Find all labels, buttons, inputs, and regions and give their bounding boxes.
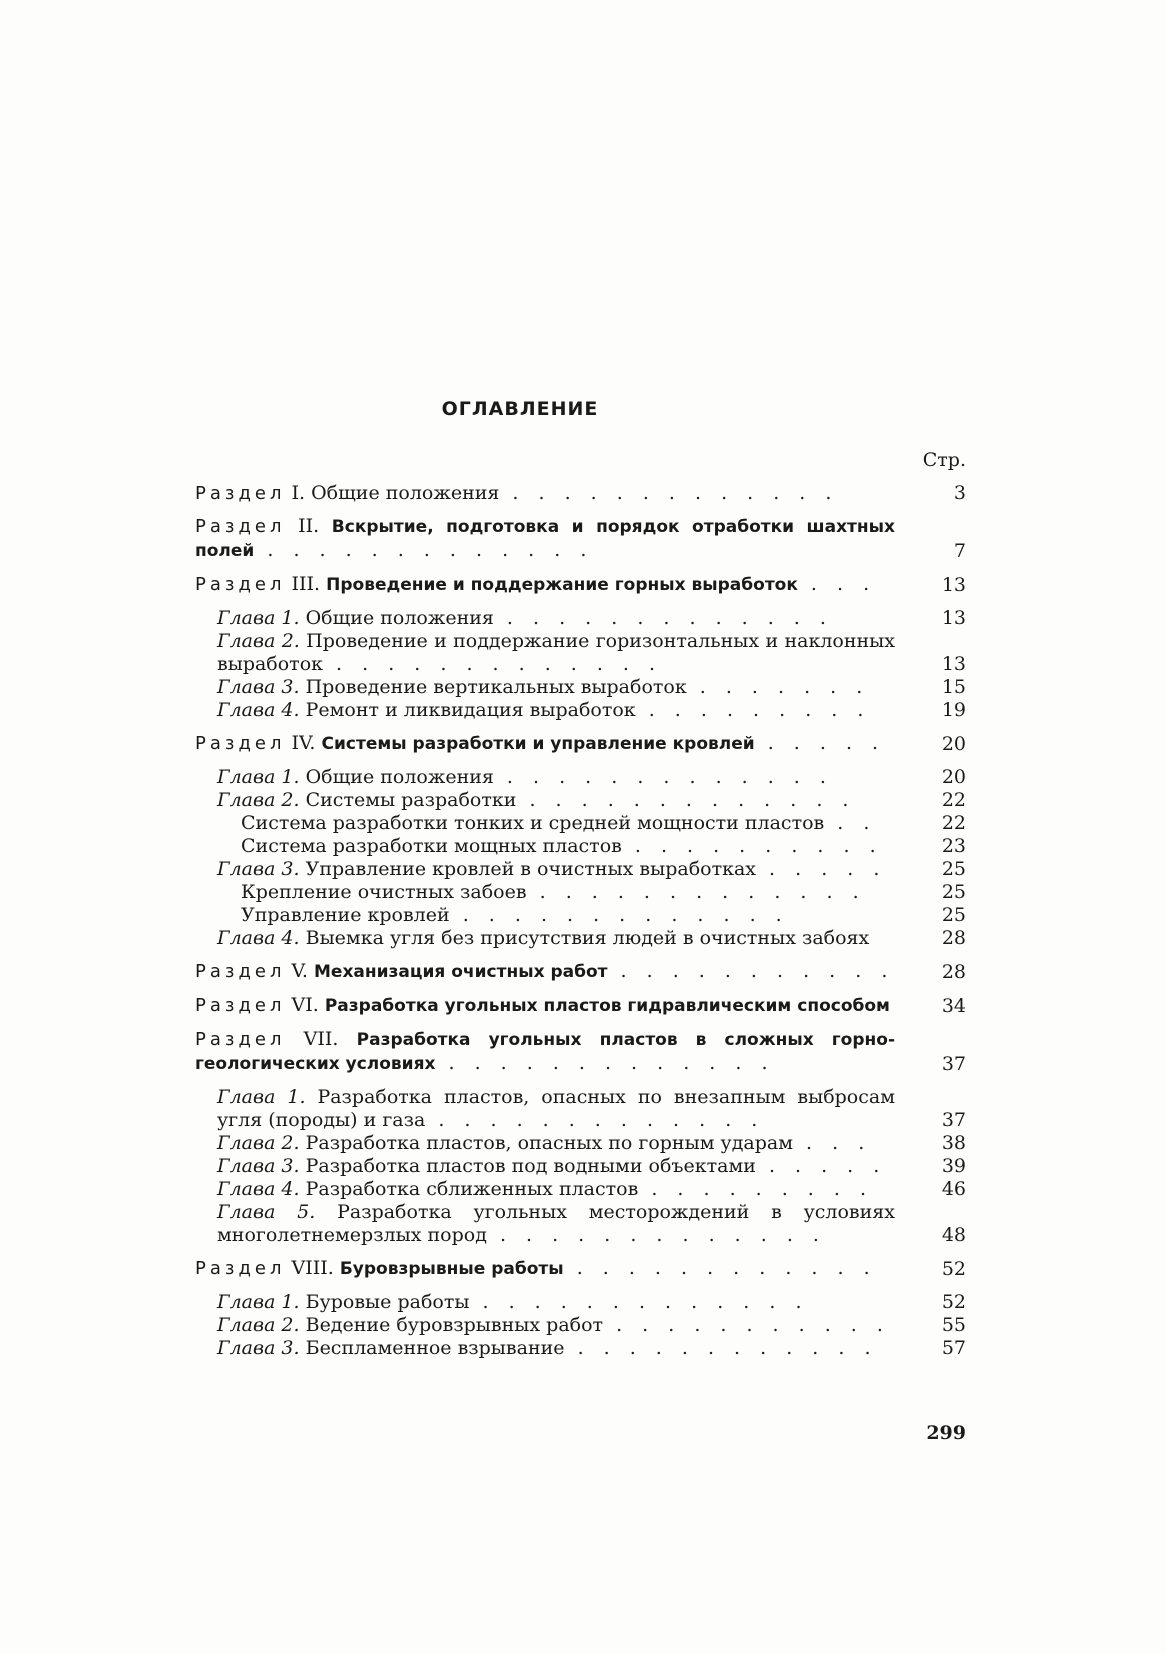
chapter-label: Глава 3. [217,1155,300,1177]
toc-entry-text [195,1028,895,1076]
page-column-header: Стр. [922,449,966,471]
chapter-title: Общие положения [299,607,494,629]
section-title: Механизация очистных работ [314,962,608,982]
chapter-label: Глава 3. [217,1337,300,1359]
chapter-title: Выемка угля без присутствия людей в очистных забоях [299,927,870,949]
section-prefix: Раздел [195,574,286,595]
chapter-label: Глава 1. [217,1291,300,1313]
chapter-label: Глава 2. [217,1314,300,1336]
toc-entry-text [195,732,895,756]
toc-entry-text [195,960,895,984]
toc-entry [195,904,966,927]
leader-dots: . . . . . . . . . . . . . [516,789,856,811]
leader-dots: . . . . . . . . . . . . . [526,881,866,903]
leader-dots: . . . . . . . . . [635,699,871,721]
toc-entry-text [195,1291,895,1314]
section-prefix: Раздел [195,1029,286,1050]
toc-entry [195,732,966,756]
toc-entry-text [195,789,895,812]
subsection-title: Система разработки тонких и средней мощности пластов [241,812,825,834]
leader-dots: . . . . . . . . . . . . . [469,1291,809,1313]
chapter-label: Глава 1. [217,1086,306,1108]
toc-page-number: 22 [941,812,966,834]
toc-page-number: 34 [941,995,966,1017]
leader-dots: . . . . . . . [686,676,870,698]
leader-dots: . . . . . [756,858,887,880]
chapter-label: Глава 2. [217,789,300,811]
leader-dots: . . . . . . . . . . . . . [435,1052,775,1074]
leader-dots: . . . . . . . . . . . [607,960,895,982]
leader-dots: . . . . . . . . . . . . . [486,1224,826,1246]
toc-page-number: 57 [941,1337,966,1359]
chapter-title: Разработка пластов, опасных по горным ударам [299,1132,794,1154]
leader-dots: . . [824,812,877,834]
subsection-title: Управление кровлей [241,904,450,926]
leader-dots: . . . . . . . . . . . . . [499,482,839,504]
toc-entry [195,1086,966,1132]
section-title: Общие положения [311,482,500,504]
toc-entry-text [195,881,895,904]
toc-page-number: 46 [941,1178,966,1200]
section-prefix: Раздел [195,995,286,1016]
toc-entry-text [195,994,895,1018]
chapter-title: Разработка сближенных пластов [299,1178,639,1200]
toc-page-number: 25 [941,858,966,880]
chapter-title: Ведение буровзрывных работ [299,1314,604,1336]
toc-entry-text [195,1337,895,1360]
section-title: Проведение и поддержание горных выработок [326,575,798,595]
section-prefix: Раздел [195,516,286,537]
toc-page-number: 28 [941,961,966,983]
section-prefix: Раздел [195,961,286,982]
toc-entry [195,630,966,676]
toc-entry [195,1291,966,1314]
toc-page-number: 15 [941,676,966,698]
leader-dots: . . . . . . . . . . [621,835,883,857]
toc-entry [195,1257,966,1281]
section-number: VII. [285,1028,357,1050]
section-prefix: Раздел [195,483,286,504]
leader-dots: . . . . . . . . . . . . . [323,653,663,675]
chapter-title: Разработка пластов, опасных по внезапным выбросам угля (породы) и газа [217,1086,895,1131]
toc-page-number: 3 [953,482,966,504]
section-prefix: Раздел [195,733,286,754]
toc-entry-text [195,1086,895,1132]
toc-entry-text [195,835,895,858]
toc-entry [195,573,966,597]
toc-page-number: 25 [941,904,966,926]
leader-dots: . . . . . . . . . . . . [564,1337,878,1359]
toc-entry [195,676,966,699]
page-title: ОГЛАВЛЕНИЕ [441,398,599,420]
toc-entry [195,1201,966,1247]
toc-page-number: 13 [941,653,966,675]
toc-entry-text [195,812,895,835]
subsection-title: Система разработки мощных пластов [241,835,622,857]
toc-page-number: 19 [941,699,966,721]
chapter-label: Глава 5. [217,1201,316,1223]
chapter-title: Буровые работы [299,1291,470,1313]
section-number: II. [285,515,332,537]
toc-page-number: 39 [941,1155,966,1177]
section-prefix: Раздел [195,1258,286,1279]
toc-entry-text [195,607,895,630]
leader-dots: . . . . . . . . . . . . . [493,766,833,788]
chapter-title: Управление кровлей в очистных выработках [299,858,757,880]
chapter-label: Глава 1. [217,766,300,788]
section-title: Системы разработки и управление кровлей [321,734,755,754]
section-number: III. [285,573,327,595]
toc-entry-text [195,1201,895,1247]
toc-entry [195,1155,966,1178]
chapter-label: Глава 1. [217,607,300,629]
toc-entry-text [195,927,895,950]
toc-entry-text [195,630,895,676]
section-number: VIII. [285,1257,340,1279]
chapter-label: Глава 4. [217,927,300,949]
chapter-title: Разработка пластов под водными объектами [299,1155,756,1177]
section-title: Разработка угольных пластов в сложных горно-геологических условиях [195,1030,895,1074]
toc-entry [195,766,966,789]
leader-dots: . . . . . . . . . . . . . [449,904,789,926]
toc-entry-text [195,904,895,927]
toc-entry-text [195,1178,895,1201]
leader-dots: . . . . . . . . . [638,1178,874,1200]
section-number: I. [285,482,312,504]
toc-page-number: 52 [941,1258,966,1280]
leader-dots: . . . . . . . . . . . [603,1314,890,1336]
leader-dots: . . . [797,573,877,595]
toc-page-number: 28 [941,927,966,949]
toc-entry-text [195,1155,895,1178]
toc-entry [195,1028,966,1076]
section-number: IV. [285,732,322,754]
section-title: Разработка угольных пластов гидравлическим способом [324,996,890,1016]
leader-dots: . . . . . . . . . . . . . [493,607,833,629]
toc-entry [195,1337,966,1360]
chapter-label: Глава 3. [217,676,300,698]
toc-page-number: 25 [941,881,966,903]
toc-page-number: 13 [941,607,966,629]
chapter-title: Общие положения [299,766,494,788]
toc-entry-text [195,858,895,881]
toc-entry [195,927,966,950]
leader-dots: . . . . . [754,732,886,754]
toc-entry [195,881,966,904]
chapter-title: Разработка угольных месторождений в условиях многолетнемерзлых пород [217,1201,895,1246]
toc-page-number: 20 [941,766,966,788]
leader-dots: . . . . . . . . . . . . . [425,1109,765,1131]
toc-page-number: 38 [941,1132,966,1154]
toc-entry [195,858,966,881]
toc-entry [195,960,966,984]
chapter-title: Системы разработки [299,789,517,811]
chapter-title: Проведение и поддержание горизонтальных и наклонных выработок [217,630,895,675]
chapter-label: Глава 3. [217,858,300,880]
toc-entry [195,699,966,722]
toc-entry [195,515,966,563]
chapter-label: Глава 2. [217,630,300,652]
toc-entry-text [195,699,895,722]
toc-entry [195,835,966,858]
subsection-title: Крепление очистных забоев [241,881,527,903]
chapter-title: Ремонт и ликвидация выработок [299,699,636,721]
section-number: V. [285,960,315,982]
leader-dots: . . . . . [755,1155,887,1177]
toc-page-number: 7 [953,540,966,562]
toc-page-number: 52 [941,1291,966,1313]
toc-entry-text [195,573,895,597]
toc-page-number: 37 [941,1053,966,1075]
toc-page-number: 20 [941,733,966,755]
toc-entry [195,1314,966,1337]
chapter-label: Глава 4. [217,699,300,721]
section-number: VI. [285,994,325,1016]
section-title: Вскрытие, подготовка и порядок отработки шахтных полей [195,517,895,561]
leader-dots: . . . . . . . . . . . . [563,1257,877,1279]
leader-dots: . . . [793,1132,872,1154]
toc-entry-text [195,676,895,699]
toc-page-number: 23 [941,835,966,857]
leader-dots: . . . . . . . . . . . . . [254,539,594,561]
toc-entry [195,789,966,812]
page-number: 299 [926,1422,966,1444]
toc-entry-text [195,1314,895,1337]
chapter-label: Глава 2. [217,1132,300,1154]
chapter-label: Глава 4. [217,1178,300,1200]
toc-entry [195,812,966,835]
table-of-contents [195,482,966,1360]
toc-entry [195,1178,966,1201]
toc-entry-text [195,1257,895,1281]
toc-page-number: 37 [941,1109,966,1131]
toc-page-number: 48 [941,1224,966,1246]
toc-entry-text [195,1132,895,1155]
chapter-title: Проведение вертикальных выработок [299,676,687,698]
toc-entry [195,1132,966,1155]
toc-page-number: 22 [941,789,966,811]
section-title: Буровзрывные работы [339,1259,564,1279]
toc-entry [195,482,966,505]
toc-page-number: 13 [941,574,966,596]
toc-entry-text [195,766,895,789]
chapter-title: Беспламенное взрывание [299,1337,565,1359]
toc-page-number: 55 [941,1314,966,1336]
toc-entry [195,607,966,630]
toc-entry [195,994,966,1018]
toc-entry-text [195,515,895,563]
toc-entry-text [195,482,895,505]
